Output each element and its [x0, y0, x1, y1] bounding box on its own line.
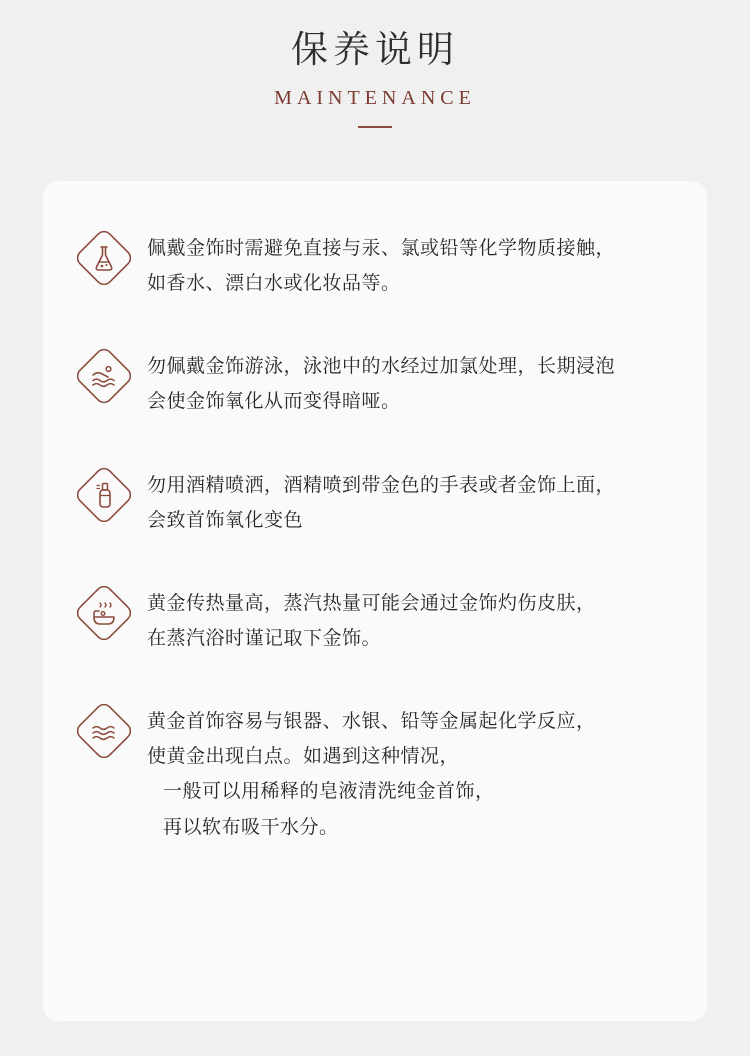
text-line: 在蒸汽浴时谨记取下金饰。 — [147, 627, 382, 649]
flask-icon — [77, 231, 131, 285]
water-waves-icon — [77, 704, 131, 758]
page-header — [0, 0, 750, 128]
list-item-text — [147, 466, 615, 538]
list-item-text — [147, 347, 615, 419]
text-line: 勿用酒精喷洒，酒精喷到带金色的手表或者金饰上面， — [147, 474, 616, 496]
list-item — [77, 466, 673, 538]
text-line: 黄金首饰容易与银器、水银、铅等金属起化学反应， — [147, 711, 596, 733]
list-item — [77, 584, 673, 656]
list-item-text — [147, 229, 615, 301]
sauna-icon — [77, 586, 131, 640]
list-item — [77, 702, 673, 845]
text-line: 会致首饰氧化变色 — [147, 509, 304, 531]
list-item — [77, 347, 673, 419]
list-item-text — [147, 584, 596, 656]
maintenance-card — [43, 181, 707, 1021]
spray-bottle-icon — [77, 468, 131, 522]
text-line: 黄金传热量高，蒸汽热量可能会通过金饰灼伤皮肤， — [147, 592, 596, 614]
text-line: 再以软布吸干水分。 — [163, 816, 339, 838]
text-line: 使黄金出现白点。如遇到这种情况， — [147, 746, 460, 768]
text-line: 佩戴金饰时需避免直接与汞、氯或铅等化学物质接触， — [147, 238, 616, 259]
list-item-text — [147, 702, 596, 845]
page-title: 保养说明 — [291, 30, 459, 71]
text-line: 如香水、漂白水或化妆品等。 — [147, 273, 401, 295]
list-item — [77, 229, 673, 301]
swimming-icon — [77, 349, 131, 403]
text-line: 勿佩戴金饰游泳，泳池中的水经过加氯处理，长期浸泡 — [147, 356, 616, 378]
title-divider — [358, 126, 392, 128]
text-line: 一般可以用稀释的皂液清洗纯金首饰， — [163, 781, 495, 803]
page-subtitle: MAINTENANCE — [274, 87, 476, 110]
text-line: 会使金饰氧化从而变得暗哑。 — [147, 391, 401, 413]
